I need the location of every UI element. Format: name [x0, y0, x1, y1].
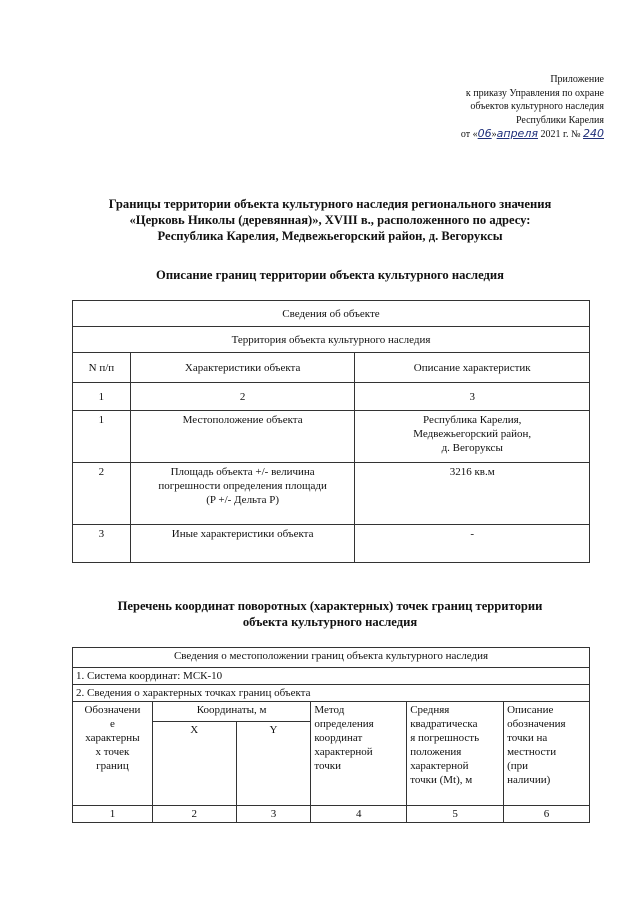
header-line: точки [314, 760, 341, 772]
header-line: (при [507, 760, 528, 772]
appendix-note [374, 73, 604, 142]
header-line: Обозначени [84, 704, 141, 716]
row-value: - [355, 525, 590, 563]
appendix-line: Республики Карелия [515, 114, 604, 126]
date-year: 2021 г. № [537, 129, 583, 140]
column-number: 1 [73, 383, 131, 411]
title-line: Республика Карелия, Медвежьегорский район, д. Вегоруксы [157, 229, 503, 243]
column-header-method [311, 702, 407, 806]
object-info-table [72, 300, 590, 563]
column-number: 3 [236, 806, 311, 823]
header-line: определения [314, 718, 374, 730]
column-header: Характеристики объекта [130, 353, 355, 383]
column-header-point-label [73, 702, 153, 806]
date-mid: » [491, 129, 497, 140]
column-number: 5 [407, 806, 504, 823]
table-subheader: Территория объекта культурного наследия [73, 327, 590, 353]
date-month: апреля [496, 127, 538, 140]
header-line: квадратическа [410, 718, 478, 730]
appendix-line: объектов культурного наследия [470, 101, 604, 112]
characteristic-line: (P +/- Дельта P) [206, 494, 280, 506]
document-title [70, 196, 590, 244]
row-number: 3 [73, 525, 131, 563]
value-line: Медвежьегорский район, [413, 428, 532, 440]
row-characteristic: Иные характеристики объекта [130, 525, 355, 563]
section-title-boundaries: Описание границ территории объекта культурного наследия [156, 268, 504, 282]
header-line: Описание [507, 704, 554, 716]
subtitle-line: Перечень координат поворотных (характерных) точек границ территории [117, 599, 543, 613]
coordinates-table [72, 647, 590, 823]
value-line: д. Вегоруксы [441, 442, 503, 454]
header-line: Метод [314, 704, 345, 716]
column-number: 6 [504, 806, 590, 823]
column-header-y: Y [236, 722, 311, 806]
header-line: обозначения [507, 718, 566, 730]
column-number: 2 [152, 806, 236, 823]
column-header-coordinates: Координаты, м [152, 702, 310, 722]
header-line: характерной [410, 760, 469, 772]
column-header: N п/п [73, 353, 131, 383]
date-prefix: от « [460, 129, 478, 140]
header-line: местности [507, 746, 557, 758]
header-line: х точек [95, 746, 130, 758]
appendix-line: Приложение [550, 74, 604, 85]
column-number: 4 [311, 806, 407, 823]
header-line: наличии) [507, 774, 551, 786]
column-header-description [504, 702, 590, 806]
header-line: я погрешность [410, 732, 480, 744]
table-row [73, 525, 590, 563]
row-number: 1 [73, 411, 131, 463]
table-row [73, 411, 590, 463]
header-line: характерной [314, 746, 373, 758]
header-line: точки на [507, 732, 548, 744]
appendix-line: к приказу Управления по охране [465, 87, 604, 99]
header-line: Средняя [410, 704, 450, 716]
column-header-error [407, 702, 504, 806]
header-line: координат [314, 732, 363, 744]
row-value: 3216 кв.м [355, 463, 590, 525]
coordinate-system-row: 1. Система координат: МСК-10 [73, 668, 590, 685]
header-line: положения [410, 746, 462, 758]
characteristic-points-row: 2. Сведения о характерных точках границ объекта [73, 685, 590, 702]
column-number: 1 [73, 806, 153, 823]
title-line: Границы территории объекта культурного наследия регионального значения [108, 197, 552, 211]
column-header-x: X [152, 722, 236, 806]
header-line: е [110, 718, 115, 730]
date-day: 06 [477, 127, 492, 140]
header-line: точки (Mt), м [410, 774, 473, 786]
column-number: 3 [355, 383, 590, 411]
column-number: 2 [130, 383, 355, 411]
characteristic-line: погрешности определения площади [158, 480, 327, 492]
table-header: Сведения о местоположении границ объекта культурного наследия [73, 648, 590, 668]
section-title-coordinates [70, 598, 590, 630]
table-row [73, 463, 590, 525]
header-line: границ [96, 760, 129, 772]
order-number: 240 [583, 127, 604, 140]
title-line: «Церковь Николы (деревянная)», XVIII в., расположенного по адресу: [129, 213, 531, 227]
row-characteristic: Местоположение объекта [130, 411, 355, 463]
header-line: характерны [85, 732, 140, 744]
table-header: Сведения об объекте [73, 301, 590, 327]
column-header: Описание характеристик [355, 353, 590, 383]
row-number: 2 [73, 463, 131, 525]
characteristic-line: Площадь объекта +/- величина [170, 466, 315, 478]
appendix-date [374, 127, 604, 142]
value-line: Республика Карелия, [423, 414, 522, 426]
subtitle-line: объекта культурного наследия [242, 615, 418, 629]
row-value [355, 411, 590, 463]
row-characteristic [130, 463, 355, 525]
